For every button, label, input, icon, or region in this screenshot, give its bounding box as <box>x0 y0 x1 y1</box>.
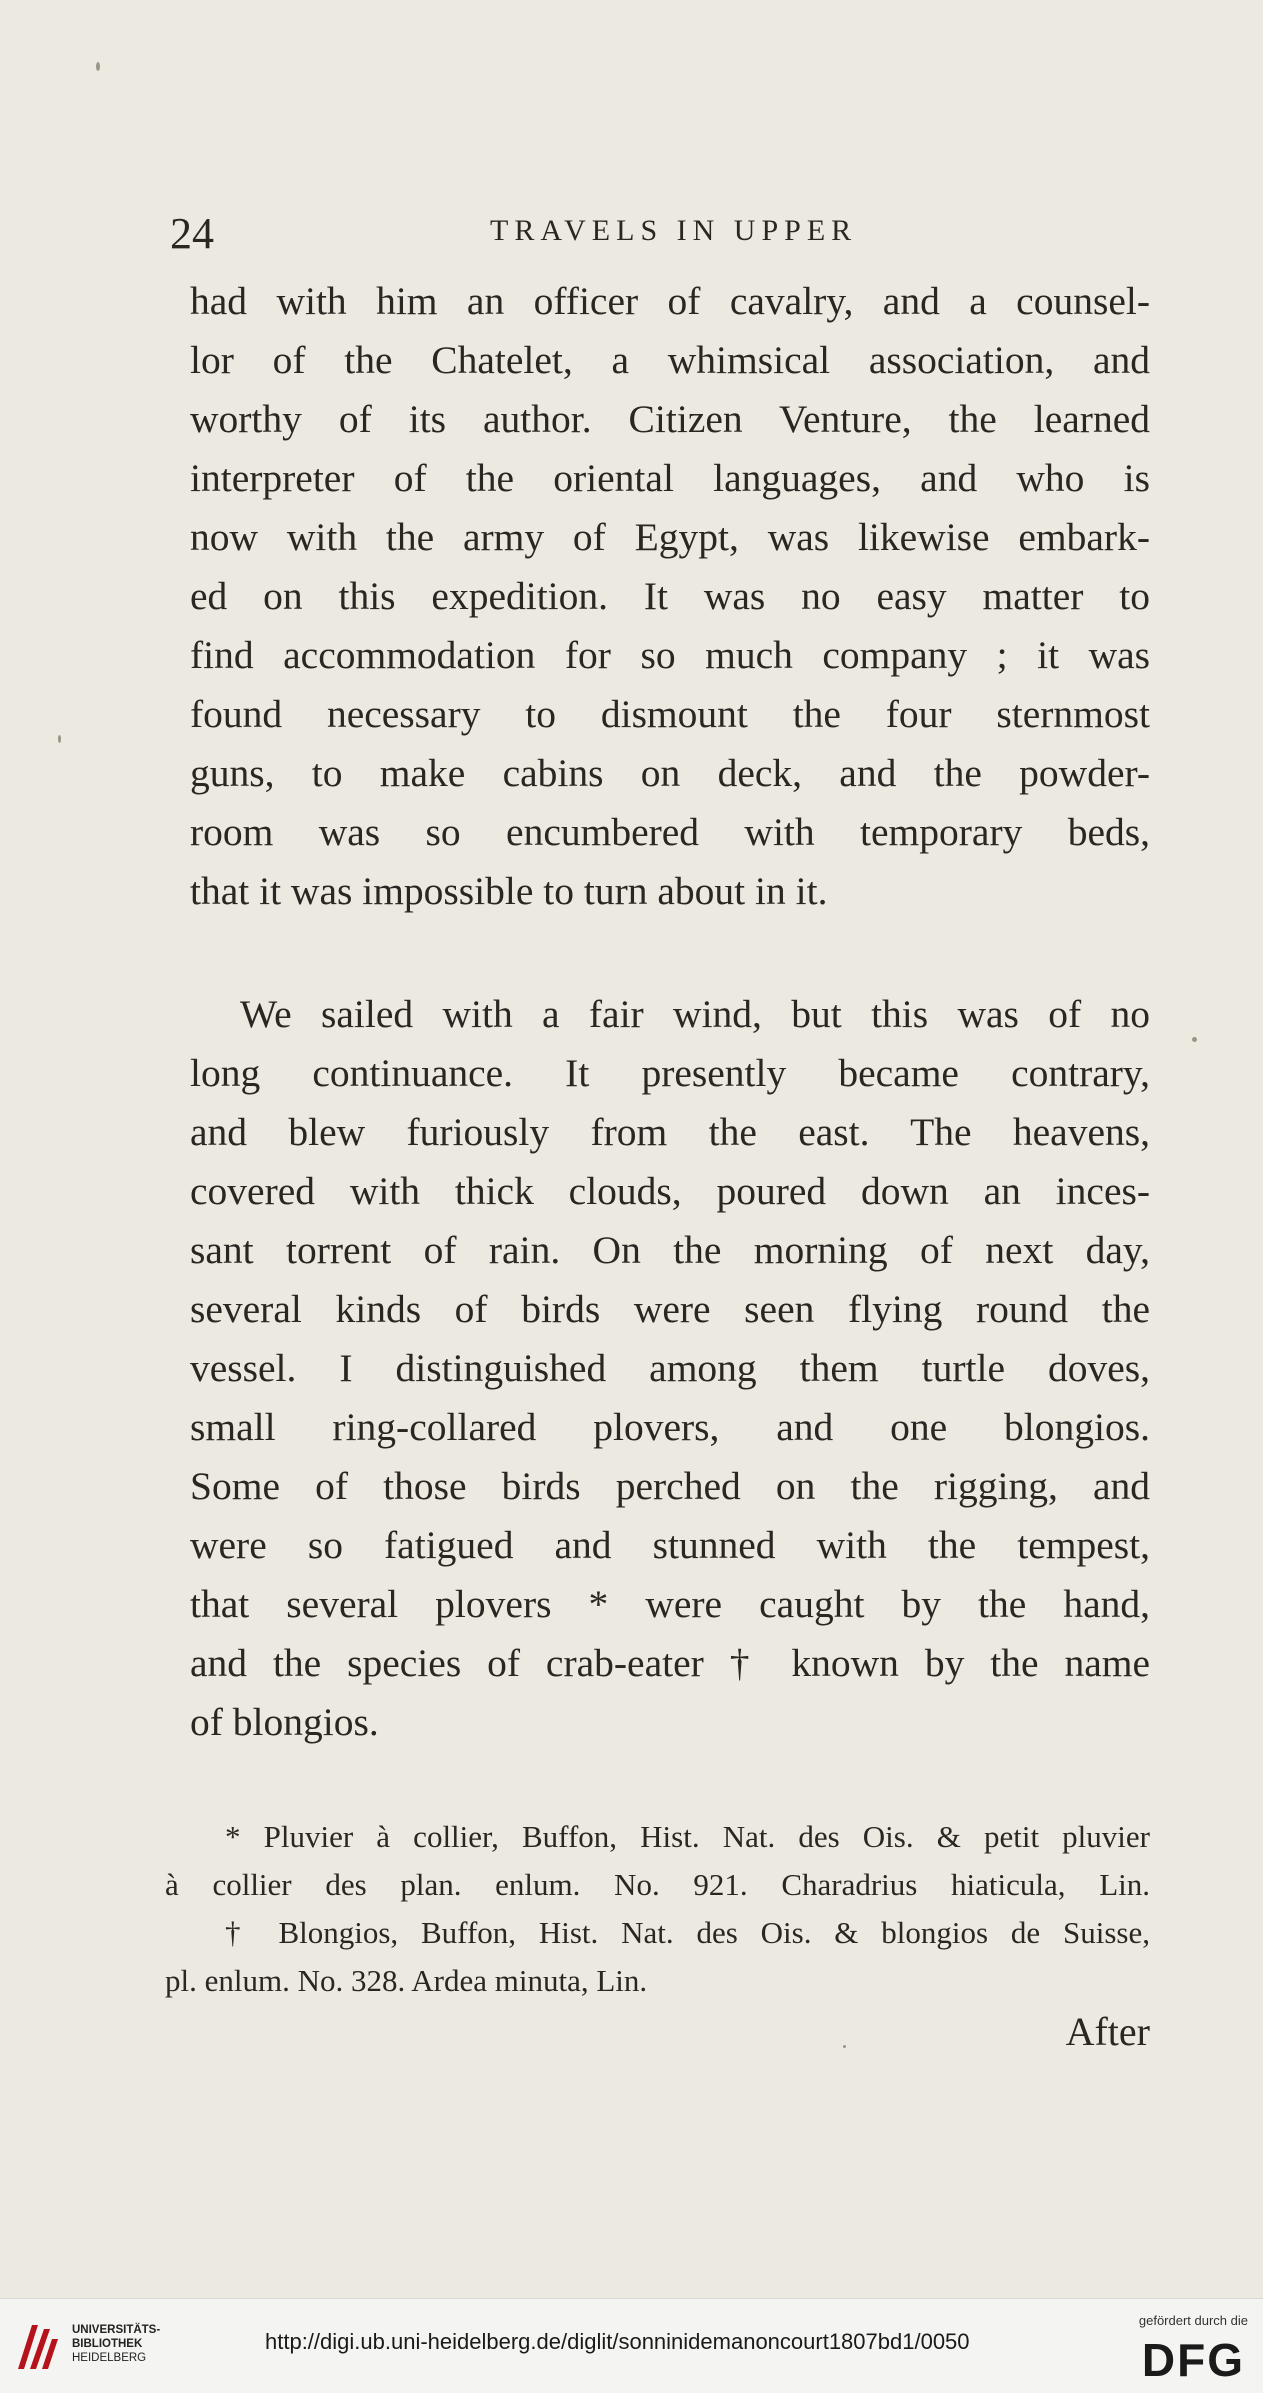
text-line: Some of those birds perched on the rigging, and <box>190 1464 1150 1508</box>
library-name-line: UNIVERSITÄTS- <box>72 2324 161 2336</box>
text-line: covered with thick clouds, poured down an inces- <box>190 1169 1150 1213</box>
catchword: After <box>1065 2009 1150 2054</box>
text-line: sant torrent of rain. On the morning of next day, <box>190 1228 1150 1272</box>
dfg-logo: DFG <box>1141 2334 1245 2386</box>
page-header <box>0 200 1263 260</box>
text-line: found necessary to dismount the four sternmost <box>190 692 1150 736</box>
text-line: were so fatigued and stunned with the tempest, <box>190 1523 1150 1567</box>
text-line: and blew furiously from the east. The heavens, <box>190 1110 1150 1154</box>
footnote-line: * Pluvier à collier, Buffon, Hist. Nat. des Ois. & petit pluvier <box>225 1819 1150 1854</box>
library-name-line: BIBLIOTHEK <box>72 2338 143 2350</box>
paragraph-2 <box>190 985 1150 1752</box>
footnotes <box>165 1813 1150 2005</box>
text-line: guns, to make cabins on deck, and the powder- <box>190 751 1150 795</box>
text-line: worthy of its author. Citizen Venture, the learned <box>190 397 1150 441</box>
text-line: small ring-collared plovers, and one blongios. <box>190 1405 1150 1449</box>
footnote-line: † Blongios, Buffon, Hist. Nat. des Ois. & blongios de Suisse, <box>225 1915 1150 1950</box>
footnote-line: à collier des plan. enlum. No. 921. Charadrius hiaticula, Lin. <box>165 1867 1150 1902</box>
running-head: TRAVELS IN UPPER <box>490 214 858 247</box>
page-number: 24 <box>170 209 214 258</box>
text-line: that several plovers * were caught by the hand, <box>190 1582 1150 1626</box>
text-line: lor of the Chatelet, a whimsical association, and <box>190 338 1150 382</box>
text-line: several kinds of birds were seen flying round the <box>190 1287 1150 1331</box>
text-line: long continuance. It presently became contrary, <box>190 1051 1150 1095</box>
permalink-url[interactable]: http://digi.ub.uni-heidelberg.de/diglit/sonninidemanoncourt1807bd1/0050 <box>265 2329 970 2354</box>
paragraph-1 <box>190 272 1150 921</box>
text-line: had with him an officer of cavalry, and a counsel- <box>190 279 1150 323</box>
text-line: of blongios. <box>190 1700 379 1744</box>
text-line: now with the army of Egypt, was likewise embark- <box>190 515 1150 559</box>
text-line: vessel. I distinguished among them turtle doves, <box>190 1346 1150 1390</box>
text-line: and the species of crab-eater † known by the name <box>190 1641 1150 1685</box>
text-line: interpreter of the oriental languages, and who is <box>190 456 1150 500</box>
text-line: find accommodation for so much company ; it was <box>190 633 1150 677</box>
funded-by-label: gefördert durch die <box>1138 2313 1248 2328</box>
university-library-logo-icon <box>12 2319 62 2375</box>
paper-speck <box>1192 1037 1197 1042</box>
library-name-line: HEIDELBERG <box>72 2352 147 2364</box>
footnote-line: pl. enlum. No. 328. Ardea minuta, Lin. <box>165 1963 648 1998</box>
library-name <box>72 2323 160 2365</box>
text-line: room was so encumbered with temporary beds, <box>190 810 1150 854</box>
text-line: ed on this expedition. It was no easy matter to <box>190 574 1150 618</box>
text-line: that it was impossible to turn about in it. <box>190 869 828 913</box>
paper-speck <box>96 62 100 71</box>
text-line: We sailed with a fair wind, but this was of no <box>240 992 1150 1036</box>
paper-speck <box>843 2045 846 2048</box>
viewer-footer <box>0 2298 1263 2393</box>
paper-speck <box>58 735 61 743</box>
